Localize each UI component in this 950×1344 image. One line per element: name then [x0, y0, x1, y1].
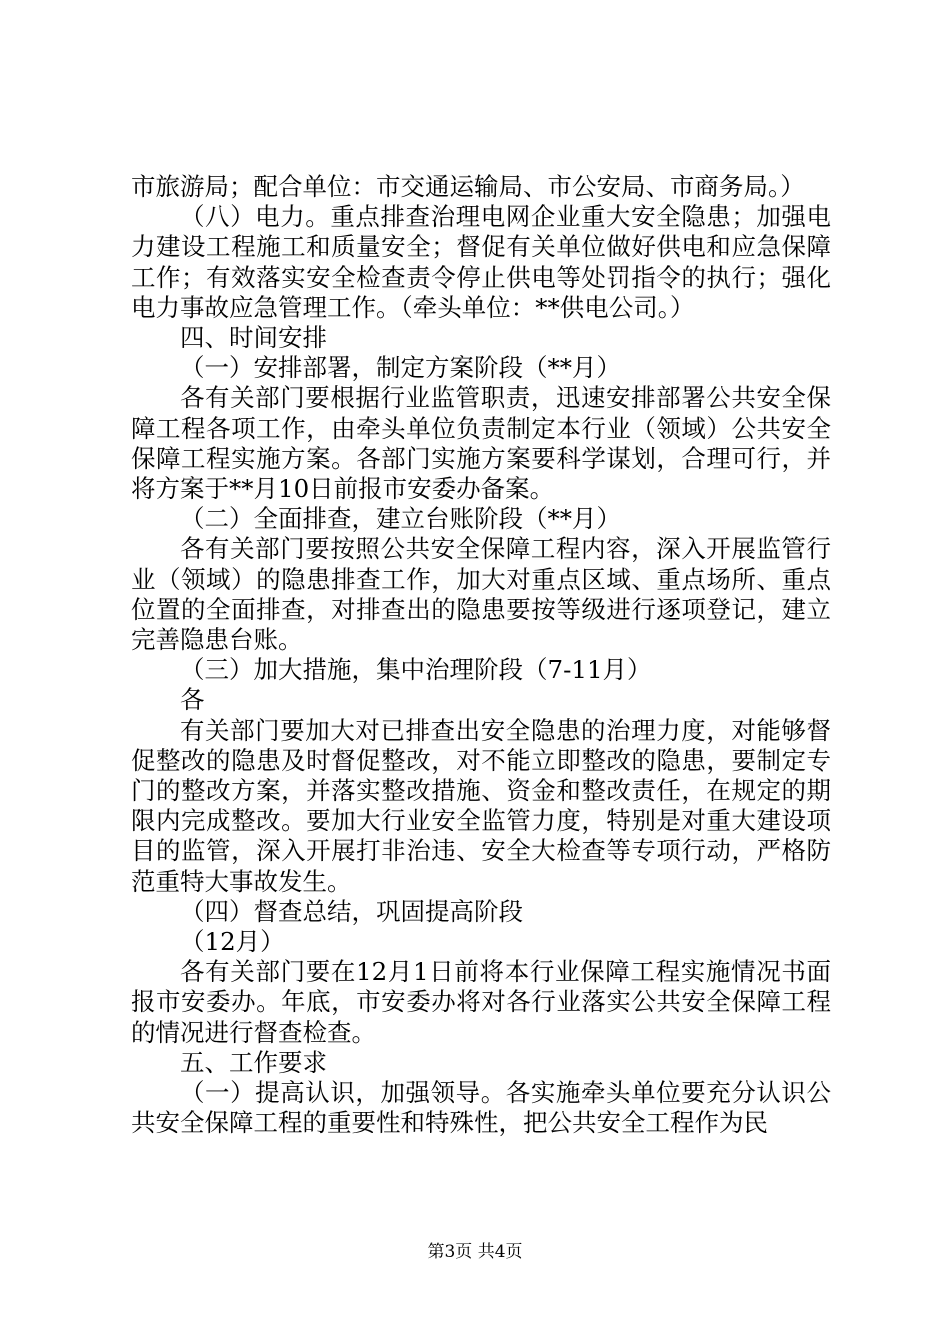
paragraph-1: 市旅游局；配合单位：市交通运输局、市公安局、市商务局。） [131, 172, 805, 201]
subheading-3: （三）加大措施，集中治理阶段（7-11月） [180, 655, 652, 685]
paragraph-5: 有关部门要加大对已排查出安全隐患的治理力度，对能够督促整改的隐患及时督促整改，对不能立即整改的隐患，要制定专门的整改方案，并落实整改措施、资金和整改责任，在规定的期限内完成整改。要加大行业安全监管力度，特别是对重大建设项目的监管，深入开展打非治违、安全大检查等专项行动，严格防范重特大事故发生。 [131, 715, 831, 896]
paragraph-7: （一）提高认识，加强领导。各实施牵头单位要充分认识公共安全保障工程的重要性和特殊性，把公共安全工程作为民 [131, 1078, 831, 1138]
section-heading-5: 五、工作要求 [180, 1047, 327, 1077]
document-body [131, 172, 831, 1139]
paragraph-4: 各有关部门要按照公共安全保障工程内容，深入开展监管行业（领域）的隐患排查工作，加大对重点区域、重点场所、重点位置的全面排查，对排查出的隐患要按等级进行逐项登记，建立完善隐患台账。 [131, 534, 831, 655]
paragraph-3: 各有关部门要根据行业监管职责，迅速安排部署公共安全保障工程各项工作，由牵头单位负责制定本行业（领域）公共安全保障工程实施方案。各部门实施方案要科学谋划，合理可行，并将方案于**月10日前报市安委办备案。 [131, 383, 831, 504]
paragraph-6: 各有关部门要在12月1日前将本行业保障工程实施情况书面报市安委办。年底，市安委办将对各行业落实公共安全保障工程的情况进行督查检查。 [131, 957, 831, 1047]
page-number-footer: 第3页 共4页 [427, 1242, 523, 1262]
subheading-2: （二）全面排查，建立台账阶段（**月） [180, 504, 621, 534]
subheading-1: （一）安排部署，制定方案阶段（**月） [180, 353, 621, 383]
subheading-4-date: （12月） [180, 927, 285, 957]
paragraph-2: （八）电力。重点排查治理电网企业重大安全隐患；加强电力建设工程施工和质量安全；督促有关单位做好供电和应急保障工作；有效落实安全检查责令停止供电等处罚指令的执行；强化电力事故应急管理工作。（牵头单位：**供电公司。） [131, 202, 831, 322]
section-heading-4: 四、时间安排 [180, 323, 327, 353]
paragraph-5-start: 各 [180, 685, 205, 715]
subheading-4: （四）督查总结，巩固提高阶段 [180, 896, 523, 926]
